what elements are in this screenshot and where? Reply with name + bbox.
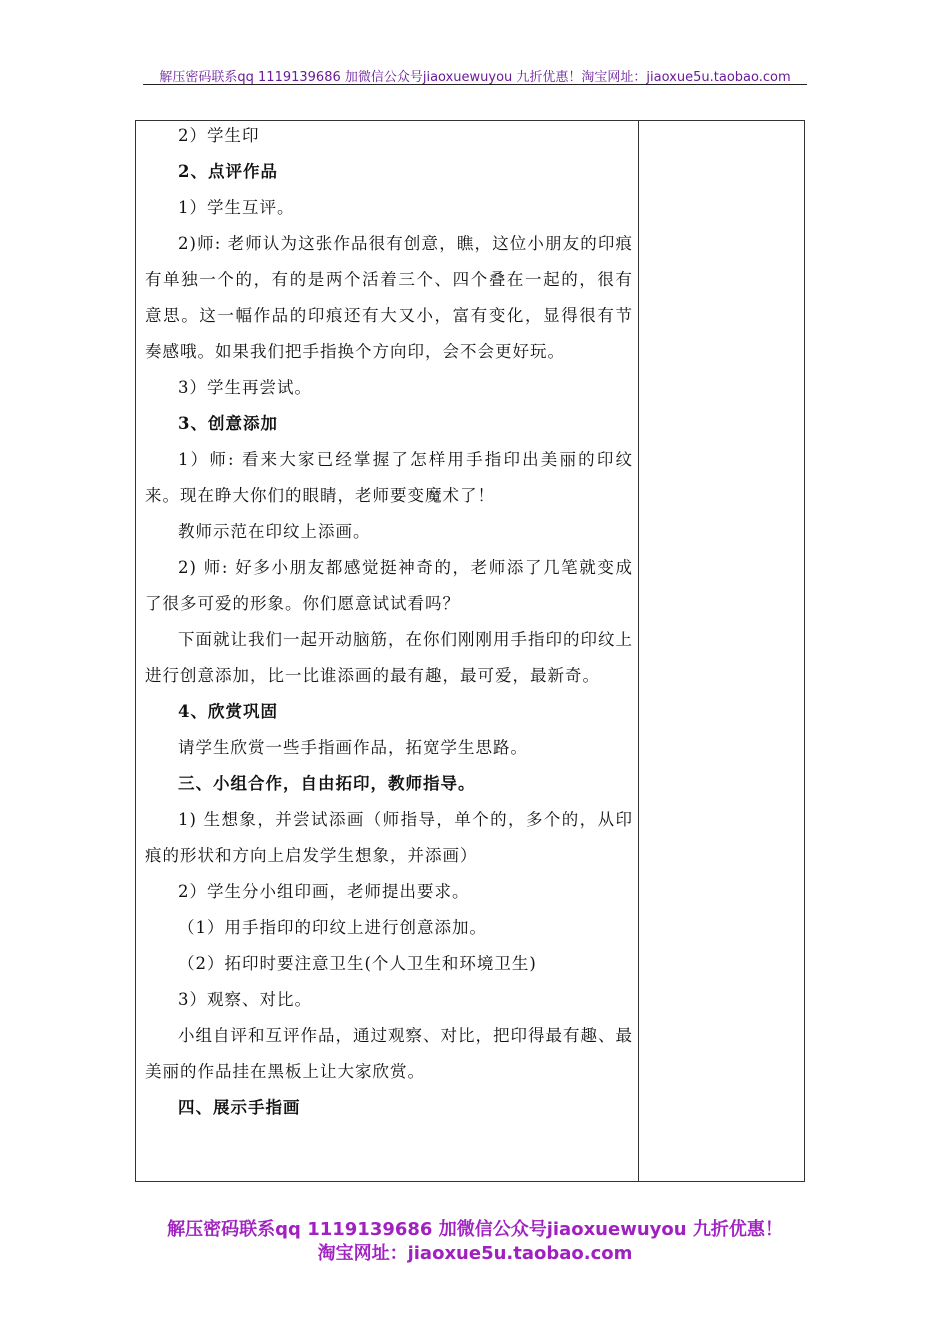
paragraph: 3）学生再尝试。 — [178, 378, 312, 397]
watermark-footer — [0, 1218, 950, 1266]
paragraph: （2）拓印时要注意卫生(个人卫生和环境卫生) — [178, 954, 537, 973]
paragraph: 1）学生互评。 — [178, 198, 295, 217]
paragraph: 2)师: 老师认为这张作品很有创意，瞧，这位小朋友的印痕有单独一个的，有的是两个活着三个、四个叠在一起的，很有意思。这一幅作品的印痕还有大又小，富有变化，显得很有节奏感哦。如果我们把手指换个方向印，会不会更好玩。 — [145, 234, 633, 361]
section-heading: 三、小组合作，自由拓印，教师指导。 — [178, 774, 476, 793]
header-divider — [143, 84, 807, 85]
paragraph: 2）学生分小组印画，老师提出要求。 — [178, 882, 470, 901]
paragraph: 小组自评和互评作品，通过观察、对比，把印得最有趣、最美丽的作品挂在黑板上让大家欣赏。 — [145, 1026, 633, 1081]
section-heading: 3、创意添加 — [178, 414, 278, 433]
paragraph: 下面就让我们一起开动脑筋，在你们刚刚用手指印的印纹上进行创意添加，比一比谁添画的最有趣，最可爱，最新奇。 — [145, 630, 633, 685]
paragraph: （1）用手指印的印纹上进行创意添加。 — [178, 918, 487, 937]
paragraph: 教师示范在印纹上添画。 — [178, 522, 371, 541]
footer-line-1: 解压密码联系qq 1119139686 加微信公众号jiaoxuewuyou 九折优惠！ — [167, 1219, 783, 1240]
paragraph: 请学生欣赏一些手指画作品，拓宽学生思路。 — [178, 738, 528, 757]
paragraph: 1) 生想象，并尝试添画（师指导，单个的，多个的，从印痕的形状和方向上启发学生想象，并添画） — [145, 810, 633, 865]
section-heading: 四、展示手指画 — [178, 1098, 301, 1117]
table-column-divider — [638, 120, 639, 1182]
paragraph: 3）观察、对比。 — [178, 990, 312, 1009]
paragraph: 1）师: 看来大家已经掌握了怎样用手指印出美丽的印纹来。现在睁大你们的眼睛，老师要变魔术了！ — [145, 450, 633, 505]
lesson-content — [145, 118, 633, 1126]
footer-line-2: 淘宝网址：jiaoxue5u.taobao.com — [317, 1243, 633, 1264]
watermark-header: 解压密码联系qq 1119139686 加微信公众号jiaoxuewuyou 九折优惠！淘宝网址：jiaoxue5u.taobao.com — [159, 70, 791, 85]
paragraph: 2) 师: 好多小朋友都感觉挺神奇的，老师添了几笔就变成了很多可爱的形象。你们愿意试试看吗？ — [145, 558, 633, 613]
section-heading: 2、点评作品 — [178, 162, 278, 181]
section-heading: 4、欣赏巩固 — [178, 702, 278, 721]
paragraph: 2）学生印 — [178, 126, 260, 145]
